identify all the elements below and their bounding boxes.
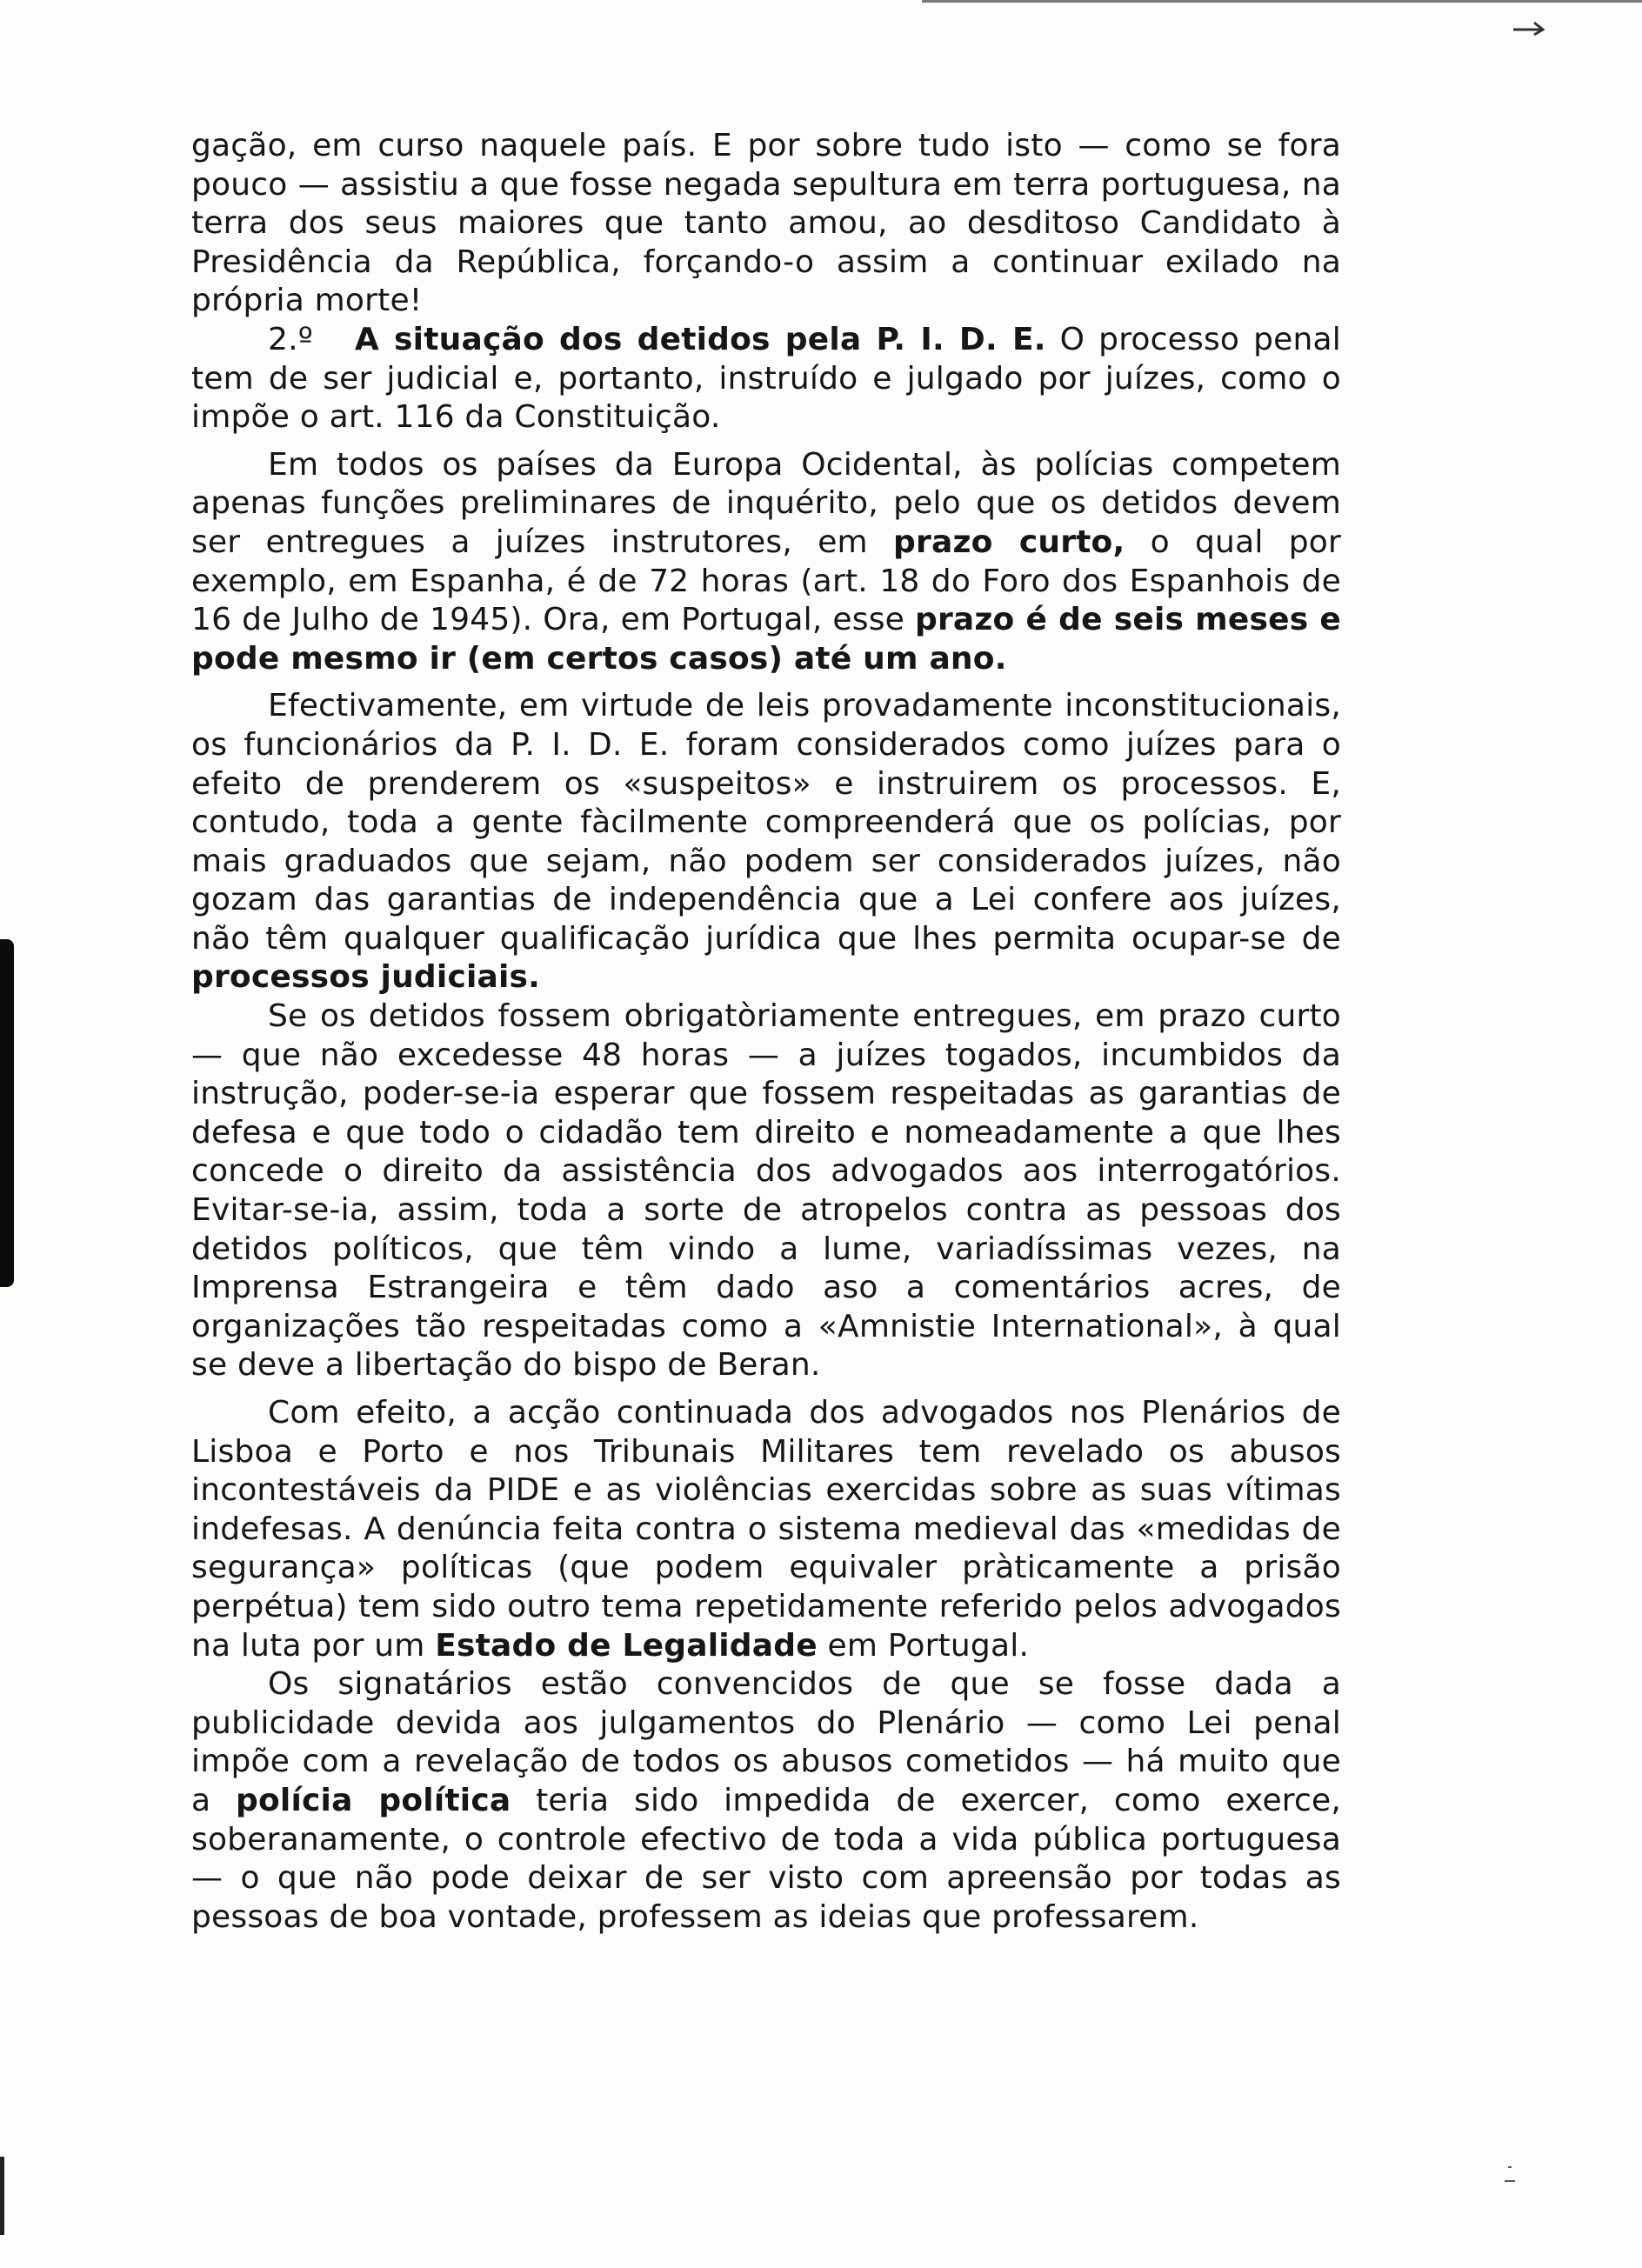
paragraph-7-text-a: Os signatários estão convencidos de que se fosse dada a publicidade devida aos julgamentos do Plenário — como Lei penal impõe com a revelação de todos os abusos cometidos — há muito que a (191, 1666, 1341, 1818)
paragraph-3 (191, 446, 1341, 679)
paragraph-6-text-a: Com efeito, a acção continuada dos advogados nos Plenários de Lisboa e Porto e nos Tribunais Militares tem revelado os abusos incontestáveis da PIDE e as violências exercidas sobre as suas vítimas indefesas. A denúncia feita contra o sistema medieval das «medidas de segurança» políticas (que podem equivaler pràticamente a prisão perpétua) tem sido outro tema repetidamente referido pelos advogados na luta por um (191, 1395, 1341, 1664)
scan-dust-marks (1496, 2157, 1531, 2191)
paragraph-4 (191, 687, 1341, 997)
paragraph-2 (191, 321, 1341, 437)
scan-edge-line (922, 0, 1642, 3)
scan-binding-shadow (0, 939, 14, 1287)
paragraph-3-text-a: Em todos os países da Europa Ocidental, às polícias competem apenas funções preliminares de inquérito, pelo que os detidos devem ser entregues a juízes instrutores, em (191, 446, 1341, 560)
paragraph-5 (191, 997, 1341, 1385)
emphasis-prazo-seis-meses: prazo é de seis meses e pode mesmo ir (em certos casos) até um ano. (191, 602, 1341, 677)
scan-edge-tick (0, 2157, 4, 2235)
paragraph-1-text: gação, em curso naquele país. E por sobre tudo isto — como se fora pouco — assistiu a que fosse negada sepultura em terra portuguesa, na terra dos seus maiores que tanto amou, ao desditoso Candidato à Presidência da República, forçando-o assim a continuar exilado na própria morte! (191, 128, 1341, 319)
item-heading: A situação dos detidos pela P. I. D. E. (354, 321, 1046, 357)
scan-arrow-mark (1512, 17, 1546, 38)
paragraph-5-text: Se os detidos fossem obrigatòriamente entregues, em prazo curto — que não excedesse 48 horas — a juízes togados, incumbidos da instrução, poder-se-ia esperar que fossem respeitadas as garantias de defesa e que todo o cidadão tem direito e nomeadamente a que lhes concede o direito da assistência dos advogados aos interrogatórios. Evitar-se-ia, assim, toda a sorte de atropelos contra as pessoas dos detidos políticos, que têm vindo a lume, variadíssimas vezes, na Imprensa Estrangeira e têm dado aso a comentários acres, de organizações tão respeitadas como a «Amnistie International», à qual se deve a libertação do bispo de Beran. (191, 998, 1341, 1384)
paragraph-1 (191, 127, 1341, 321)
item-number: 2.º (268, 321, 313, 357)
paragraph-6-text-c: em Portugal. (817, 1627, 1030, 1664)
paragraph-4-text-a: Efectivamente, em virtude de leis provadamente inconstitucionais, os funcionários da P. I. D. E. foram considerados como juízes para o efeito de prenderem os «suspeitos» e instruirem os processos. E, contudo, toda a gente fàcilmente compreenderá que os polícias, por mais graduados que sejam, não podem ser considerados juízes, não gozam das garantias de independência que a Lei confere aos juízes, não têm qualquer qualificação jurídica que lhes permita ocupar-se de (191, 688, 1341, 957)
emphasis-processos-judiciais: processos judiciais. (191, 959, 541, 996)
paragraph-6 (191, 1394, 1341, 1665)
emphasis-prazo-curto: prazo curto, (893, 524, 1125, 560)
emphasis-estado-legalidade: Estado de Legalidade (435, 1627, 818, 1664)
paragraph-2-text: O processo penal tem de ser judicial e, portanto, instruído e julgado por juízes, como o impõe o art. 116 da Constituição. (191, 321, 1342, 436)
paragraph-7-text-c: teria sido impedida de exercer, como exerce, soberanamente, o controle efectivo de toda a vida pública portuguesa — o que não pode deixar de ser visto com apreensão por todas as pessoas de boa vontade, professem as ideias que professarem. (191, 1782, 1341, 1935)
body-text (191, 127, 1341, 1937)
paragraph-3-text-c: o qual por exemplo, em Espanha, é de 72 horas (art. 18 do Foro dos Espanhois de 16 de Julho de 1945). Ora, em Portugal, esse (191, 524, 1342, 638)
paragraph-7 (191, 1665, 1341, 1937)
emphasis-policia-politica: polícia política (236, 1782, 511, 1818)
